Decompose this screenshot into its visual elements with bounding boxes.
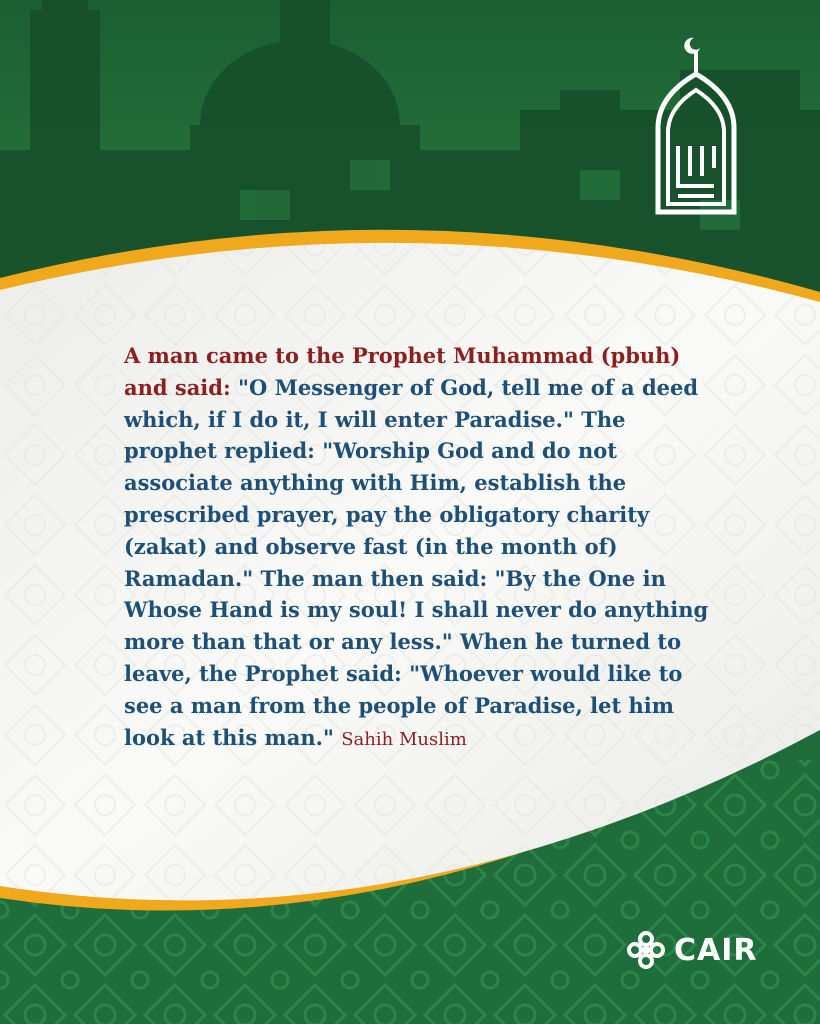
mosque-arch-calligraphy-logo: [648, 36, 744, 216]
hadith-text: [124, 340, 724, 755]
hadith-source: Sahih Muslim: [341, 728, 467, 750]
cair-brand: [626, 928, 758, 972]
hadith-body: "O Messenger of God, tell me of a deed which, if I do it, I will enter Paradise." The prophet replied: "Worship God and do not associate anything with Him, establish the prescribed prayer, pay the obligatory charity (zakat) and observe fast (in the month of) Ramadan." The man then said: "By the One in Whose Hand is my soul! I shall never do anything more than that or any less." When he turned to leave, the Prophet said: "Whoever would like to see a man from the people of Paradise, let him look at this man.": [124, 374, 709, 750]
cair-flower-logo-icon: [626, 930, 666, 970]
hadith-lead: A man came to the Prophet Muhammad (pbuh) and said:: [124, 343, 681, 400]
brand-name: CAIR: [674, 932, 758, 968]
